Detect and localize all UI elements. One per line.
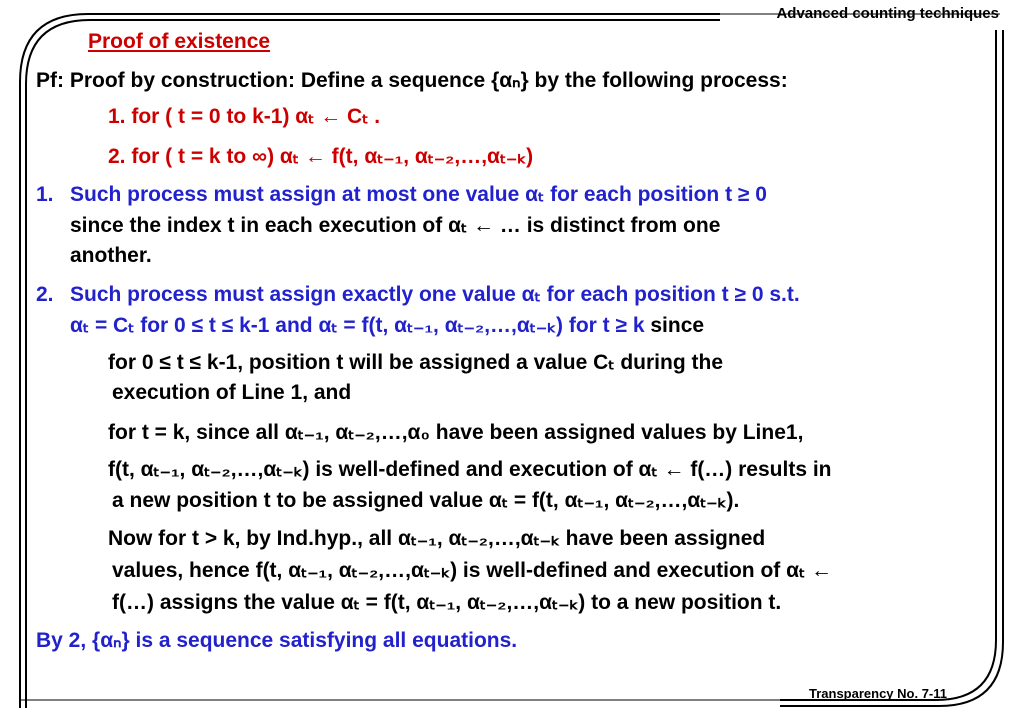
- point-2-since: since: [644, 314, 705, 337]
- sub-point-4-line-1: [84, 526, 765, 551]
- point-1-line-2: since the index t in each execution of αₜ ← … is distinct from one: [70, 214, 721, 237]
- point-1-line-1: [36, 182, 767, 207]
- point-1-number: 1.: [36, 183, 54, 206]
- sub-point-1-line-2: execution of Line 1, and: [112, 381, 352, 404]
- point-2-number: 2.: [36, 283, 54, 306]
- slide-footer: Transparency No. 7-11: [808, 686, 947, 701]
- point-1-text-1: Such process must assign at most one value αₜ for each position t ≥ 0: [70, 183, 767, 206]
- process-step-2: [84, 144, 533, 169]
- conclusion: By 2, {αₙ} is a sequence satisfying all equations.: [36, 629, 518, 652]
- point-2-text-1: Such process must assign exactly one value αₜ for each position t ≥ 0 s.t.: [70, 283, 800, 306]
- sub-point-2-text: for t = k, since all αₜ₋₁, αₜ₋₂,…,α₀ have been assigned values by Line1,: [108, 421, 804, 444]
- sub-point-3-text: f(t, αₜ₋₁, αₜ₋₂,…,αₜ₋ₖ) is well-defined and execution of αₜ ← f(…) results in: [108, 458, 832, 481]
- slide-title: Proof of existence: [88, 30, 271, 53]
- sub-point-4-text: Now for t > k, by Ind.hyp., all αₜ₋₁, αₜ₋₂,…,αₜ₋ₖ have been assigned: [108, 527, 766, 550]
- sub-point-2-line-1: [84, 420, 803, 445]
- slide-header: Advanced counting techniques: [776, 5, 999, 22]
- point-1-line-3: another.: [70, 244, 152, 267]
- point-2-line-2: [70, 313, 704, 338]
- proof-intro: Pf: Proof by construction: Define a sequence {αₙ} by the following process:: [36, 69, 788, 92]
- step-2-text: 2. for ( t = k to ∞) αₜ ← f(t, αₜ₋₁, αₜ₋₂,…,αₜ₋ₖ): [108, 145, 534, 168]
- sub-point-3-line-1: [84, 457, 832, 482]
- sub-point-1-text: for 0 ≤ t ≤ k-1, position t will be assigned a value Cₜ during the: [108, 351, 723, 374]
- point-2-line-1: [36, 282, 800, 307]
- sub-point-4-line-2: values, hence f(t, αₜ₋₁, αₜ₋₂,…,αₜ₋ₖ) is well-defined and execution of αₜ ←: [112, 559, 833, 582]
- sub-point-4-line-3: f(…) assigns the value αₜ = f(t, αₜ₋₁, αₜ₋₂,…,αₜ₋ₖ) to a new position t.: [112, 591, 782, 614]
- sub-point-1-line-1: [84, 350, 723, 375]
- point-2-text-2: αₜ = Cₜ for 0 ≤ t ≤ k-1 and αₜ = f(t, αₜ₋₁, αₜ₋₂,…,αₜ₋ₖ) for t ≥ k: [70, 314, 645, 337]
- step-1-text: 1. for ( t = 0 to k-1) αₜ ← Cₜ .: [108, 105, 381, 128]
- process-step-1: [84, 104, 380, 129]
- sub-point-3-line-2: a new position t to be assigned value αₜ = f(t, αₜ₋₁, αₜ₋₂,…,αₜ₋ₖ).: [112, 489, 740, 512]
